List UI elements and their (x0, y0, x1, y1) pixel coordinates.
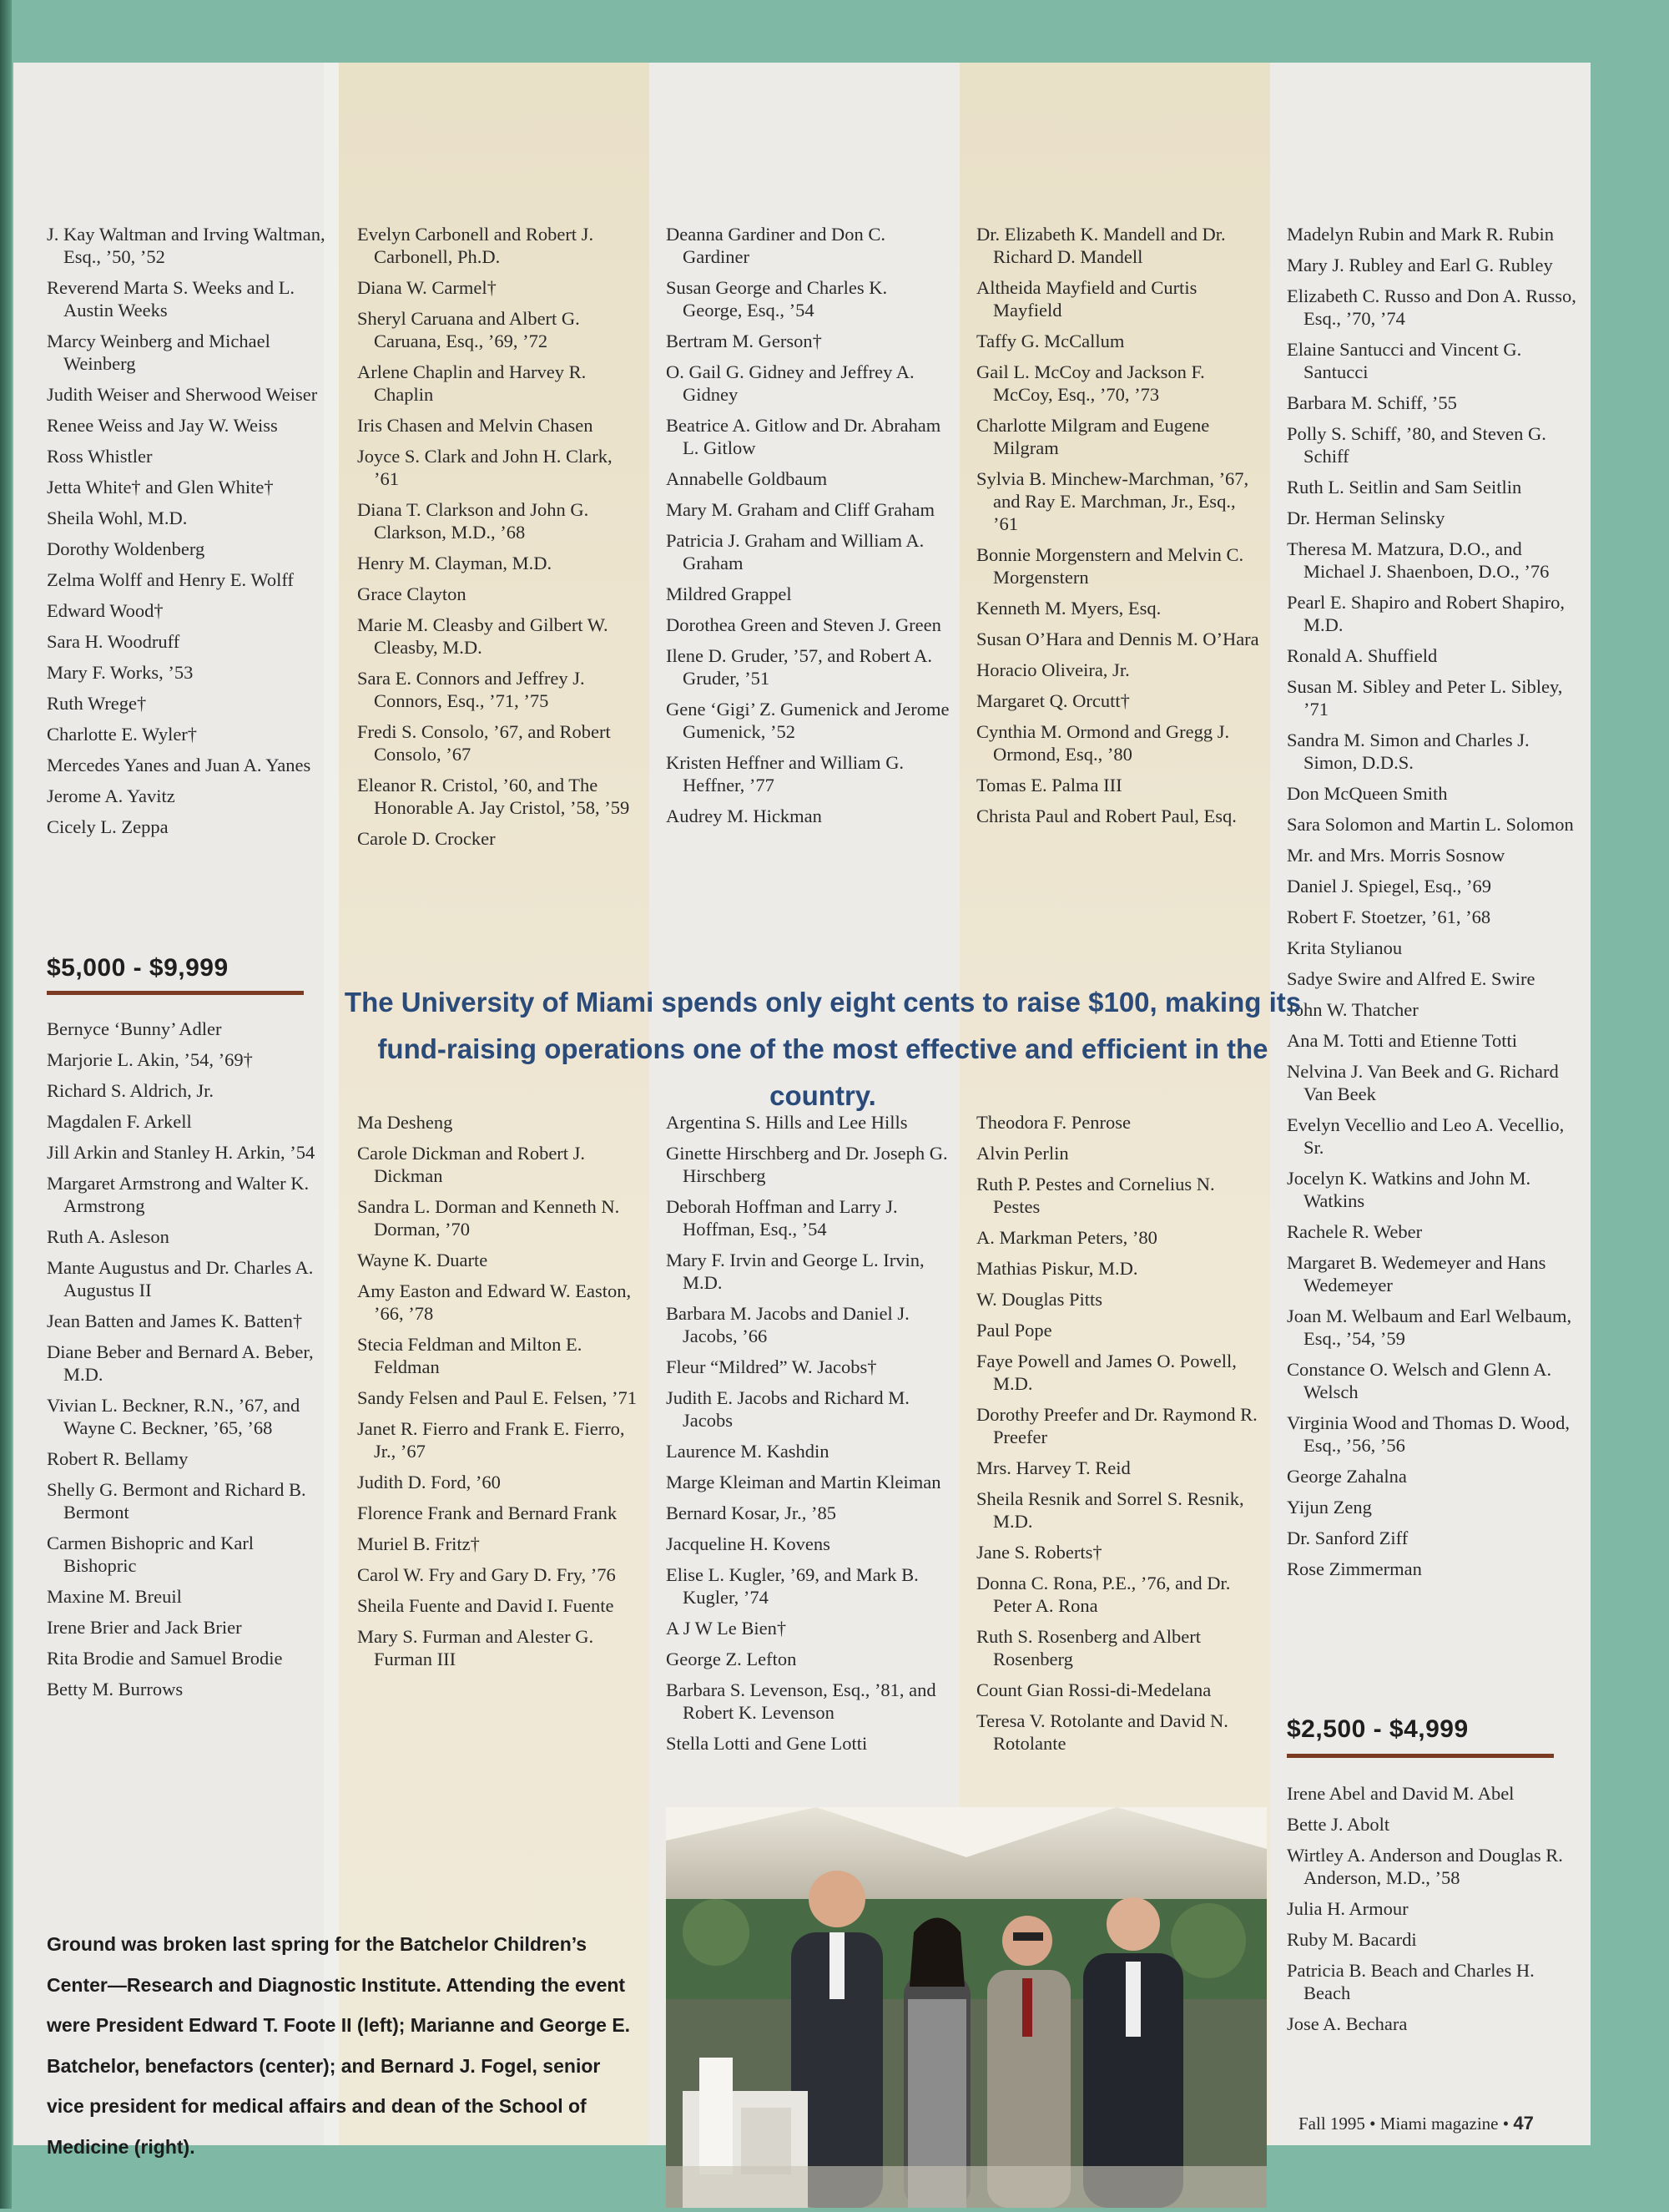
donor-entry: Vivian L. Beckner, R.N., ’67, and Wayne C. Beckner, ’65, ’68 (47, 1395, 300, 1438)
donor-entry: Margaret Armstrong and Walter K. Armstrong (47, 1173, 310, 1216)
donor-entry: Jean Batten and James K. Batten† (47, 1311, 303, 1331)
donor-entry: Henry M. Clayman, M.D. (357, 553, 552, 573)
donor-entry: Charlotte Milgram and Eugene Milgram (976, 415, 1210, 458)
donor-entry: Sandy Felsen and Paul E. Felsen, ’71 (357, 1387, 637, 1408)
donor-entry: Ross Whistler (47, 446, 153, 467)
donor-entry: Bonnie Morgenstern and Melvin C. Morgenstern (976, 544, 1244, 588)
donor-entry: W. Douglas Pitts (976, 1289, 1103, 1310)
donor-entry: Judith D. Ford, ’60 (357, 1472, 501, 1492)
donor-entry: Irene Brier and Jack Brier (47, 1617, 242, 1638)
donor-entry: Teresa V. Rotolante and David N. Rotolante (976, 1710, 1228, 1754)
donor-entry: Susan O’Hara and Dennis M. O’Hara (976, 629, 1259, 649)
donor-entry: Faye Powell and James O. Powell, M.D. (976, 1351, 1237, 1394)
donor-entry: Amy Easton and Edward W. Easton, ’66, ’78 (357, 1280, 632, 1324)
donor-entry: Jacqueline H. Kovens (666, 1533, 830, 1554)
donor-entry: Jose A. Bechara (1287, 2013, 1408, 2034)
donor-entry: Bernyce ‘Bunny’ Adler (47, 1018, 222, 1039)
donor-entry: Bette J. Abolt (1287, 1814, 1390, 1835)
donor-entry: Carol W. Fry and Gary D. Fry, ’76 (357, 1564, 616, 1585)
donor-entry: Patricia J. Graham and William A. Graham (666, 530, 925, 573)
donor-entry: Jocelyn K. Watkins and John M. Watkins (1287, 1168, 1531, 1211)
groundbreaking-photo (666, 1807, 1267, 2208)
donor-list-col-5 (1287, 223, 1579, 1588)
donor-entry: Mr. and Mrs. Morris Sosnow (1287, 845, 1505, 866)
donor-entry: Mante Augustus and Dr. Charles A. Augustus II (47, 1257, 314, 1300)
donor-entry: Theresa M. Matzura, D.O., and Michael J. Shaenboen, D.O., ’76 (1287, 538, 1550, 582)
donor-entry: Dorothy Preefer and Dr. Raymond R. Preefer (976, 1404, 1258, 1447)
donor-entry: Joyce S. Clark and John H. Clark, ’61 (357, 446, 613, 489)
donor-entry: Sara H. Woodruff (47, 631, 180, 652)
donor-entry: Arlene Chaplin and Harvey R. Chaplin (357, 361, 587, 405)
donor-entry: Argentina S. Hills and Lee Hills (666, 1112, 908, 1133)
donor-entry: Margaret B. Wedemeyer and Hans Wedemeyer (1287, 1252, 1546, 1295)
section-rule-2500 (1287, 1754, 1554, 1758)
donor-entry: Paul Pope (976, 1320, 1052, 1341)
donor-entry: Shelly G. Bermont and Richard B. Bermont (47, 1479, 306, 1523)
donor-list-col-4-top (976, 223, 1260, 836)
donor-entry: Janet R. Fierro and Frank E. Fierro, Jr., ’67 (357, 1418, 625, 1462)
donor-entry: Sara E. Connors and Jeffrey J. Connors, Esq., ’71, ’75 (357, 668, 585, 711)
donor-entry: Virginia Wood and Thomas D. Wood, Esq., ’56, ’56 (1287, 1412, 1570, 1456)
donor-list-5000-col-2 (357, 1111, 641, 1679)
donor-entry: Eleanor R. Cristol, ’60, and The Honorable A. Jay Cristol, ’58, ’59 (357, 775, 630, 818)
section-rule-5000 (47, 991, 304, 995)
donor-entry: Evelyn Carbonell and Robert J. Carbonell, Ph.D. (357, 224, 594, 267)
donor-entry: Kenneth M. Myers, Esq. (976, 598, 1162, 619)
donor-entry: Magdalen F. Arkell (47, 1111, 192, 1132)
donor-entry: Susan M. Sibley and Peter L. Sibley, ’71 (1287, 676, 1563, 720)
page-number: 47 (1513, 2113, 1534, 2134)
donor-entry: Ana M. Totti and Etienne Totti (1287, 1030, 1517, 1051)
footer-separator: • (1369, 2114, 1376, 2134)
magazine-spine (0, 0, 12, 2209)
magazine-page (13, 63, 1591, 2158)
donor-entry: Diane Beber and Bernard A. Beber, M.D. (47, 1341, 314, 1385)
footer-separator-2: • (1502, 2114, 1510, 2134)
donor-entry: Elaine Santucci and Vincent G. Santucci (1287, 339, 1522, 382)
donor-entry: Alvin Perlin (976, 1143, 1069, 1164)
donor-entry: Wirtley A. Anderson and Douglas R. Anderson, M.D., ’58 (1287, 1845, 1563, 1888)
donor-entry: Beatrice A. Gitlow and Dr. Abraham L. Gitlow (666, 415, 941, 458)
donor-entry: Marjorie L. Akin, ’54, ’69† (47, 1049, 253, 1070)
donor-entry: Julia H. Armour (1287, 1898, 1409, 1919)
donor-entry: Stella Lotti and Gene Lotti (666, 1733, 868, 1754)
donor-entry: Mary F. Irvin and George L. Irvin, M.D. (666, 1250, 925, 1293)
donor-entry: Sheryl Caruana and Albert G. Caruana, Esq., ’69, ’72 (357, 308, 580, 351)
donor-entry: Patricia B. Beach and Charles H. Beach (1287, 1960, 1535, 2003)
donor-entry: Sheila Fuente and David I. Fuente (357, 1595, 614, 1616)
donor-entry: Dorothea Green and Steven J. Green (666, 614, 941, 635)
donor-entry: Robert R. Bellamy (47, 1448, 189, 1469)
donor-entry: Maxine M. Breuil (47, 1586, 182, 1607)
donor-entry: Ilene D. Gruder, ’57, and Robert A. Gruder, ’51 (666, 645, 933, 689)
donor-entry: Cynthia M. Ormond and Gregg J. Ormond, Esq., ’80 (976, 721, 1230, 765)
donor-list-col-1-top (47, 223, 330, 846)
donor-entry: Dr. Sanford Ziff (1287, 1528, 1409, 1548)
donor-entry: Dorothy Woldenberg (47, 538, 205, 559)
donor-entry: Tomas E. Palma III (976, 775, 1122, 795)
donor-entry: Sandra M. Simon and Charles J. Simon, D.D.S. (1287, 730, 1530, 773)
donor-entry: Marie M. Cleasby and Gilbert W. Cleasby, M.D. (357, 614, 608, 658)
donor-entry: Sara Solomon and Martin L. Solomon (1287, 814, 1574, 835)
footer-magazine: Miami magazine (1379, 2114, 1499, 2134)
donor-entry: John W. Thatcher (1287, 999, 1419, 1020)
donor-entry: Constance O. Welsch and Glenn A. Welsch (1287, 1359, 1552, 1402)
donor-entry: Gene ‘Gigi’ Z. Gumenick and Jerome Gumenick, ’52 (666, 699, 950, 742)
donor-entry: Betty M. Burrows (47, 1679, 184, 1699)
donor-entry: Ruth L. Seitlin and Sam Seitlin (1287, 477, 1522, 497)
donor-entry: Richard S. Aldrich, Jr. (47, 1080, 214, 1101)
donor-entry: Audrey M. Hickman (666, 806, 822, 826)
groundbreaking-photo-illustration (666, 1807, 1267, 2208)
photo-caption: Ground was broken last spring for the Batchelor Children’s Center—Research and Diagnostic Institute. Attending the event were President Edward T. Foote II (left); Marianne and George E. Batchelor, benefactors (center); and Bernard J. Fogel, senior vice president for medical affairs and dean of the School of Medicine (right). (47, 1933, 631, 2158)
donor-entry: George Zahalna (1287, 1466, 1407, 1487)
donor-entry: Bernard Kosar, Jr., ’85 (666, 1502, 837, 1523)
donor-entry: Robert F. Stoetzer, ’61, ’68 (1287, 907, 1491, 927)
donor-entry: Rita Brodie and Samuel Brodie (47, 1648, 283, 1669)
donor-entry: Marge Kleiman and Martin Kleiman (666, 1472, 941, 1492)
donor-entry: Annabelle Goldbaum (666, 468, 828, 489)
pull-quote: The University of Miami spends only eight cents to raise $100, making its fund-raising operations one of the most effective and efficient in the country. (344, 987, 1302, 1111)
donor-entry: Jane S. Roberts† (976, 1542, 1102, 1563)
donor-entry: Sheila Wohl, M.D. (47, 508, 188, 528)
donor-entry: Renee Weiss and Jay W. Weiss (47, 415, 278, 436)
donor-entry: Donna C. Rona, P.E., ’76, and Dr. Peter A. Rona (976, 1573, 1231, 1616)
donor-list-5000-col-3 (666, 1111, 950, 1763)
donor-entry: Iris Chasen and Melvin Chasen (357, 415, 593, 436)
donor-entry: Muriel B. Fritz† (357, 1533, 480, 1554)
donor-entry: Dr. Elizabeth K. Mandell and Dr. Richard D. Mandell (976, 224, 1226, 267)
donor-entry: Ma Desheng (357, 1112, 453, 1133)
donor-entry: Daniel J. Spiegel, Esq., ’69 (1287, 876, 1491, 896)
donor-entry: Florence Frank and Bernard Frank (357, 1502, 618, 1523)
section-heading-2500: $2,500 - $4,999 (1287, 1715, 1469, 1743)
donor-entry: Reverend Marta S. Weeks and L. Austin Weeks (47, 277, 295, 321)
donor-entry: Carmen Bishopric and Karl Bishopric (47, 1533, 255, 1576)
footer-issue: Fall 1995 (1298, 2114, 1365, 2134)
donor-entry: Joan M. Welbaum and Earl Welbaum, Esq., ’54, ’59 (1287, 1305, 1572, 1349)
donor-entry: Polly S. Schiff, ’80, and Steven G. Schiff (1287, 423, 1546, 467)
donor-entry: Pearl E. Shapiro and Robert Shapiro, M.D. (1287, 592, 1566, 635)
donor-entry: Ronald A. Shuffield (1287, 645, 1438, 666)
donor-entry: Theodora F. Penrose (976, 1112, 1132, 1133)
donor-entry: Mercedes Yanes and Juan A. Yanes (47, 755, 311, 775)
donor-entry: Nelvina J. Van Beek and G. Richard Van Beek (1287, 1061, 1559, 1104)
donor-entry: Zelma Wolff and Henry E. Wolff (47, 569, 294, 590)
donor-entry: O. Gail G. Gidney and Jeffrey A. Gidney (666, 361, 915, 405)
donor-entry: Rachele R. Weber (1287, 1221, 1423, 1242)
donor-entry: Elizabeth C. Russo and Don A. Russo, Esq., ’70, ’74 (1287, 285, 1576, 329)
donor-entry: Christa Paul and Robert Paul, Esq. (976, 806, 1237, 826)
donor-entry: Kristen Heffner and William G. Heffner, ’77 (666, 752, 905, 795)
donor-entry: Margaret Q. Orcutt† (976, 690, 1130, 711)
donor-entry: A. Markman Peters, ’80 (976, 1227, 1157, 1248)
donor-list-5000-col-1 (47, 1018, 330, 1709)
donor-entry: Mathias Piskur, M.D. (976, 1258, 1138, 1279)
donor-entry: Deborah Hoffman and Larry J. Hoffman, Esq., ’54 (666, 1196, 898, 1240)
donor-entry: Ruth S. Rosenberg and Albert Rosenberg (976, 1626, 1201, 1669)
donor-entry: Charlotte E. Wyler† (47, 724, 198, 745)
donor-entry: Irene Abel and David M. Abel (1287, 1783, 1515, 1804)
donor-entry: Mary S. Furman and Alester G. Furman III (357, 1626, 594, 1669)
donor-entry: Wayne K. Duarte (357, 1250, 488, 1270)
donor-entry: Don McQueen Smith (1287, 783, 1448, 804)
donor-entry: Laurence M. Kashdin (666, 1441, 829, 1462)
donor-entry: Carole D. Crocker (357, 828, 496, 849)
donor-entry: Krita Stylianou (1287, 937, 1403, 958)
donor-entry: Rose Zimmerman (1287, 1558, 1422, 1579)
donor-entry: Count Gian Rossi-di-Medelana (976, 1679, 1212, 1700)
donor-entry: Diana T. Clarkson and John G. Clarkson, M.D., ’68 (357, 499, 589, 543)
donor-entry: Judith E. Jacobs and Richard M. Jacobs (666, 1387, 910, 1431)
donor-list-5000-col-4 (976, 1111, 1260, 1763)
donor-entry: Mrs. Harvey T. Reid (976, 1457, 1131, 1478)
donor-entry: Marcy Weinberg and Michael Weinberg (47, 331, 270, 374)
donor-entry: Cicely L. Zeppa (47, 816, 169, 837)
donor-entry: J. Kay Waltman and Irving Waltman, Esq., ’50, ’52 (47, 224, 325, 267)
donor-entry: Sheila Resnik and Sorrel S. Resnik, M.D. (976, 1488, 1244, 1532)
donor-entry: Jetta White† and Glen White† (47, 477, 274, 497)
donor-entry: Horacio Oliveira, Jr. (976, 659, 1130, 680)
donor-entry: Judith Weiser and Sherwood Weiser (47, 384, 318, 405)
donor-entry: Evelyn Vecellio and Leo A. Vecellio, Sr. (1287, 1114, 1565, 1158)
donor-entry: Ruth Wrege† (47, 693, 147, 714)
donor-entry: Yijun Zeng (1287, 1497, 1372, 1518)
donor-entry: Deanna Gardiner and Don C. Gardiner (666, 224, 886, 267)
donor-entry: Edward Wood† (47, 600, 164, 621)
donor-list-2500-col-5 (1287, 1782, 1579, 2043)
donor-entry: Gail L. McCoy and Jackson F. McCoy, Esq., ’70, ’73 (976, 361, 1205, 405)
donor-entry: Mary F. Works, ’53 (47, 662, 194, 683)
page-footer (1298, 2113, 1534, 2134)
donor-entry: Altheida Mayfield and Curtis Mayfield (976, 277, 1198, 321)
donor-entry: Ruth A. Asleson (47, 1226, 169, 1247)
donor-entry: George Z. Lefton (666, 1649, 797, 1669)
donor-entry: A J W Le Bien† (666, 1618, 787, 1639)
person-woman (904, 1918, 971, 2209)
donor-entry: Barbara M. Schiff, ’55 (1287, 392, 1457, 413)
donor-entry: Dr. Herman Selinsky (1287, 508, 1445, 528)
donor-entry: Grace Clayton (357, 583, 466, 604)
donor-entry: Barbara M. Jacobs and Daniel J. Jacobs, ’66 (666, 1303, 910, 1346)
donor-entry: Jerome A. Yavitz (47, 785, 175, 806)
donor-entry: Susan George and Charles K. George, Esq., ’54 (666, 277, 888, 321)
section-heading-5000: $5,000 - $9,999 (47, 954, 229, 982)
donor-entry: Barbara S. Levenson, Esq., ’81, and Robert K. Levenson (666, 1679, 936, 1723)
donor-entry: Sylvia B. Minchew-Marchman, ’67, and Ray E. Marchman, Jr., Esq., ’61 (976, 468, 1249, 534)
donor-entry: Taffy G. McCallum (976, 331, 1125, 351)
donor-entry: Bertram M. Gerson† (666, 331, 822, 351)
donor-entry: Sandra L. Dorman and Kenneth N. Dorman, ’70 (357, 1196, 620, 1240)
donor-entry: Jill Arkin and Stanley H. Arkin, ’54 (47, 1142, 315, 1163)
donor-entry: Mary M. Graham and Cliff Graham (666, 499, 935, 520)
donor-entry: Sadye Swire and Alfred E. Swire (1287, 968, 1535, 989)
donor-list-col-3-top (666, 223, 950, 836)
donor-entry: Madelyn Rubin and Mark R. Rubin (1287, 224, 1554, 245)
donor-list-col-2-top (357, 223, 641, 858)
donor-entry: Fredi S. Consolo, ’67, and Robert Consolo, ’67 (357, 721, 611, 765)
donor-entry: Ruth P. Pestes and Cornelius N. Pestes (976, 1174, 1215, 1217)
donor-entry: Mildred Grappel (666, 583, 792, 604)
donor-entry: Ruby M. Bacardi (1287, 1929, 1417, 1950)
donor-entry: Diana W. Carmel† (357, 277, 497, 298)
donor-entry: Mary J. Rubley and Earl G. Rubley (1287, 255, 1553, 275)
donor-entry: Fleur “Mildred” W. Jacobs† (666, 1356, 877, 1377)
donor-entry: Carole Dickman and Robert J. Dickman (357, 1143, 586, 1186)
donor-entry: Ginette Hirschberg and Dr. Joseph G. Hirschberg (666, 1143, 948, 1186)
donor-entry: Elise L. Kugler, ’69, and Mark B. Kugler, ’74 (666, 1564, 919, 1608)
donor-entry: Stecia Feldman and Milton E. Feldman (357, 1334, 582, 1377)
